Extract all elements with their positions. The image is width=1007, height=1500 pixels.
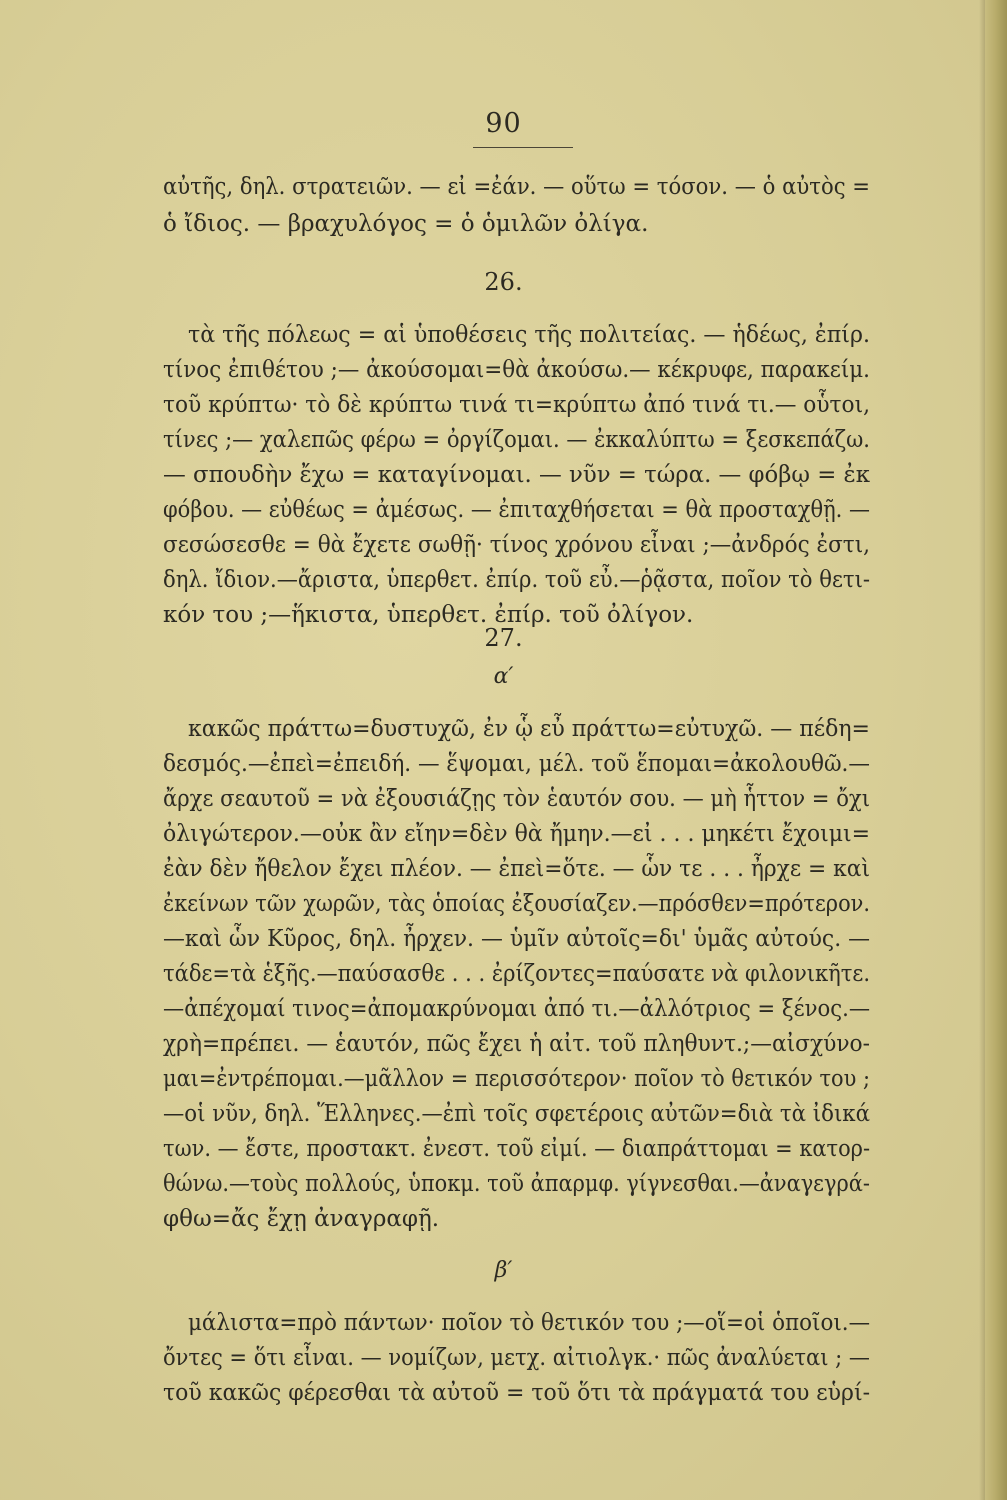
- text-line-content: μαι=ἐντρέπομαι.—μᾶλλον = περισσότερον· ποῖον τὸ θετικόν του ;: [163, 1066, 870, 1092]
- subsection-label-a: α′: [493, 664, 514, 689]
- text-line-content: δεσμός.—ἐπεὶ=ἐπειδή. — ἕψομαι, μέλ. τοῦ ἕπομαι=ἀκολουθῶ.—: [163, 751, 871, 777]
- text-line-content: —ἀπέχομαί τινος=ἀπομακρύνομαι ἀπό τι.—ἀλλότριος = ξένος.—: [163, 996, 871, 1022]
- text-line-content: τοῦ κρύπτω· τὸ δὲ κρύπτω τινά τι=κρύπτω ἀπό τινά τι.— οὗτοι,: [163, 392, 870, 418]
- text-line-content: των. — ἔστε, προστακτ. ἐνεστ. τοῦ εἰμί. — διαπράττομαι = κατορ-: [163, 1136, 871, 1162]
- text-line-content: μάλιστα=πρὸ πάντων· ποῖον τὸ θετικόν του ;—οἵ=οἱ ὁποῖοι.—: [188, 1310, 871, 1336]
- text-line-content: —οἱ νῦν, δηλ. Ἕλληνες.—ἐπὶ τοῖς σφετέροις αὐτῶν=διὰ τὰ ἰδικά: [163, 1101, 870, 1127]
- text-line-content: δηλ. ἴδιον.—ἄριστα, ὑπερθετ. ἐπίρ. τοῦ εὖ.—ῥᾷστα, ποῖον τὸ θετι-: [163, 567, 871, 593]
- text-line-content: φθω=ἄς ἔχῃ ἀναγραφῇ.: [163, 1206, 440, 1232]
- text-line-content: χρὴ=πρέπει. — ἑαυτόν, πῶς ἔχει ἡ αἰτ. τοῦ πληθυντ.;—αἰσχύνο-: [163, 1031, 870, 1057]
- text-line-content: τοῦ κακῶς φέρεσθαι τὰ αὐτοῦ = τοῦ ὅτι τὰ πράγματά του εὑρί-: [163, 1380, 871, 1406]
- text-line-content: κακῶς πράττω=δυστυχῶ, ἐν ᾧ εὖ πράττω=εὐτυχῶ. — πέδη=: [188, 716, 870, 742]
- text-line-content: ὁ ἴδιος. — βραχυλόγος = ὁ ὁμιλῶν ὀλίγα.: [163, 211, 649, 237]
- subsection-label-b: β′: [494, 1258, 513, 1283]
- section-heading-27: 27.: [484, 624, 523, 652]
- text-line-content: σεσώσεσθε = θὰ ἔχετε σωθῇ· τίνος χρόνου εἶναι ;—ἀνδρός ἐστι,: [163, 532, 871, 558]
- text-line-content: θώνω.—τοὺς πολλούς, ὑποκμ. τοῦ ἀπαρμφ. γίγνεσθαι.—ἀναγεγρά-: [163, 1171, 870, 1197]
- text-line-content: φόβου. — εὐθέως = ἀμέσως. — ἐπιταχθήσεται = θὰ προσταχθῇ. —: [163, 497, 870, 523]
- text-line-content: ἐκείνων τῶν χωρῶν, τὰς ὁποίας ἐξουσίαζεν.—πρόσθεν=πρότερον.: [163, 891, 870, 917]
- text-line-content: τίνες ;— χαλεπῶς φέρω = ὀργίζομαι. — ἐκκαλύπτω = ξεσκεπάζω.: [163, 427, 870, 453]
- page-number: 90: [485, 108, 522, 139]
- text-line-content: αὐτῆς, δηλ. στρατειῶν. — εἰ =ἐάν. — οὕτω = τόσον. — ὁ αὐτὸς =: [163, 174, 871, 200]
- section-heading-26: 26.: [484, 268, 523, 296]
- text-line-content: ὀλιγώτερον.—οὐκ ἂν εἴην=δὲν θὰ ἤμην.—εἰ . . . μηκέτι ἔχοιμι=: [163, 821, 871, 847]
- text-line-content: τὰ τῆς πόλεως = αἱ ὑποθέσεις τῆς πολιτείας. — ἡδέως, ἐπίρ.: [188, 322, 870, 348]
- text-line-content: κόν του ;—ἥκιστα, ὑπερθετ. ἐπίρ. τοῦ ὀλίγον.: [163, 602, 694, 628]
- page-number-rule: [473, 147, 573, 148]
- text-line-content: ἄρχε σεαυτοῦ = νὰ ἐξουσιάζῃς τὸν ἑαυτόν σου. — μὴ ἧττον = ὄχι: [163, 786, 870, 812]
- text-line-content: —καὶ ὧν Κῦρος, δηλ. ἦρχεν. — ὑμῖν αὐτοῖς=δι' ὑμᾶς αὐτούς. —: [163, 926, 871, 952]
- text-line-content: ὄντες = ὅτι εἶναι. — νομίζων, μετχ. αἰτιολγκ.· πῶς ἀναλύεται ; —: [163, 1345, 870, 1371]
- text-line-content: — σπουδὴν ἔχω = καταγίνομαι. — νῦν = τώρα. — φόβῳ = ἐκ: [163, 462, 870, 488]
- text-line-content: ἐὰν δὲν ἤθελον ἔχει πλέον. — ἐπεὶ=ὅτε. — ὧν τε . . . ἦρχε = καὶ: [163, 856, 870, 882]
- text-line-content: τάδε=τὰ ἑξῆς.—παύσασθε . . . ἐρίζοντες=παύσατε νὰ φιλονικῆτε.: [163, 961, 871, 987]
- text-line-content: τίνος ἐπιθέτου ;— ἀκούσομαι=θὰ ἀκούσω.— κέκρυφε, παρακείμ.: [163, 357, 870, 383]
